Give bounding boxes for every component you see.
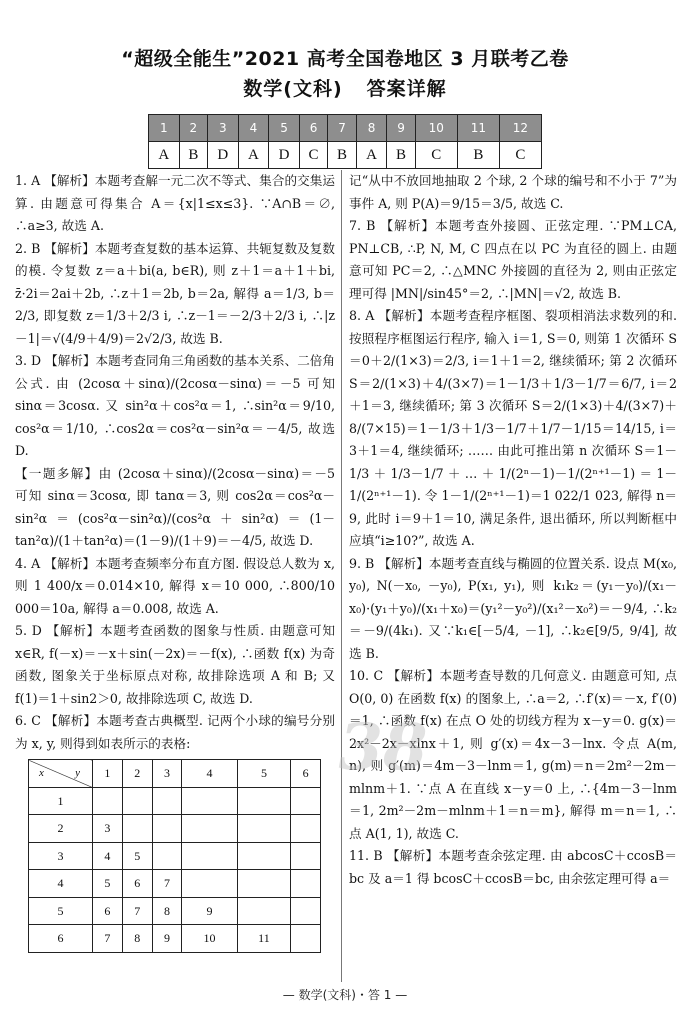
grid-cell: 7 [152, 870, 182, 898]
grid-cell [237, 815, 290, 843]
answer-number-cell: 6 [299, 115, 327, 142]
grid-cell: 8 [122, 925, 152, 953]
grid-cell: 4 [93, 842, 123, 870]
grid-row-header: 3 [29, 842, 93, 870]
grid-row-header: 1 [29, 787, 93, 815]
grid-cell [237, 787, 290, 815]
solution-8: 8. A 【解析】本题考查程序框图、裂项相消法求数列的和. 按照程序框图运行程序, 输入 i＝1, S＝0, 则第 1 次循环 S＝0＋2/(1×3)＝2/3, i＝1＋1＝2, 继续循环; 第 2 次循环 S＝2/(1×3)＋4/(3×7)＝1－1/3＋1/3－1/7＝6/7, i＝2＋1＝3, 继续循环; 第 3 次循环 S＝2/(1×3)＋4/(3×7)＋8/(7×15)＝1－1/3＋1/3－1/7＋1/7－1/15＝14/15, i＝3＋1＝4, 继续循环; …… 由此可推出第 n 次循环 S＝1－1/3＋1/3－1/7＋…＋1/(2ⁿ－1)－1/(2ⁿ⁺¹－1)＝1－1/(2ⁿ⁺¹－1). 令 1－1/(2ⁿ⁺¹－1)＝1 022/1 023, 解得 n＝9, 此时 i＝9＋1＝10, 满足条件, 退出循环, 所以判断框中应填“i≥10?”, 故选 A. [349, 308, 677, 548]
grid-col-header: 2 [122, 760, 152, 788]
grid-col-header: 5 [237, 760, 290, 788]
grid-row-header: 2 [29, 815, 93, 843]
grid-col-header: 4 [182, 760, 237, 788]
answer-number-cell: 8 [356, 115, 387, 142]
corner-x-label: x [39, 767, 44, 779]
grid-col-header: 1 [93, 760, 123, 788]
solution-4: 4. A 【解析】本题考查频率分布直方图. 假设总人数为 x, 则 1 400/x＝0.014×10, 解得 x＝10 000, ∴800/10 000＝10a, 解得 a＝0.008, 故选 A. [15, 555, 335, 616]
grid-cell: 7 [122, 897, 152, 925]
answer-letter-cell: C [499, 142, 541, 169]
solution-6-continued: 记“从中不放回地抽取 2 个球, 2 个球的编号和不小于 7”为事件 A, 则 P(A)＝9/15＝3/5, 故选 C. [349, 173, 677, 211]
grid-row-header: 5 [29, 897, 93, 925]
left-column [15, 170, 335, 953]
grid-row [29, 925, 321, 953]
answer-number-cell: 11 [457, 115, 499, 142]
solution-6: 6. C 【解析】本题考查古典概型. 记两个小球的编号分别为 x, y, 则得到如表所示的表格: [15, 713, 335, 751]
subject-label: 数学(文科) [243, 78, 343, 100]
grid-cell: 9 [182, 897, 237, 925]
answer-number-cell: 3 [208, 115, 239, 142]
grid-cell [122, 815, 152, 843]
answer-letter-cell: B [387, 142, 415, 169]
answer-letter-cell: B [457, 142, 499, 169]
answer-number-cell: 1 [149, 115, 180, 142]
page-footer: — 数学(文科)・答 1 — [282, 988, 408, 1002]
grid-cell [152, 815, 182, 843]
solution-7: 7. B 【解析】本题考查外接圆、正弦定理. ∵PM⊥CA, PN⊥CB, ∴P, N, M, C 四点在以 PC 为直径的圆上. 由题意可知 PC＝2, ∴△MNC 外接圆的直径为 2, 则由正弦定理可得 |MN|/sin45°＝2, ∴|MN|＝√2, 故选 B. [349, 218, 677, 301]
solution-5: 5. D 【解析】本题考查函数的图象与性质. 由题意可知 x∈R, f(－x)＝－x＋sin(－2x)＝－f(x), ∴函数 f(x) 为奇函数, 图象关于坐标原点对称, 故排除选项 A 和 B; 又 f(1)＝1＋sin2＞0, 故排除选项 C, 故选 D. [15, 623, 335, 706]
grid-cell: 10 [182, 925, 237, 953]
answer-letter-cell: B [328, 142, 356, 169]
column-divider [341, 170, 342, 982]
grid-row-header: 6 [29, 925, 93, 953]
right-column [349, 170, 677, 890]
answer-letter-cell: D [208, 142, 239, 169]
grid-cell: 3 [93, 815, 123, 843]
grid-cell [152, 787, 182, 815]
solution-9: 9. B 【解析】本题考查直线与椭圆的位置关系. 设点 M(x₀, y₀), N(－x₀, －y₀), P(x₁, y₁), 则 k₁k₂＝(y₁－y₀)/(x₁－x₀)·(y₁＋y₀)/(x₁＋x₀)＝(y₁²－y₀²)/(x₁²－x₀²)＝－9/4, ∴k₂＝－9/(4k₁). 又∵k₁∈[－5/4, －1], ∴k₂∈[9/5, 9/4], 故选 B. [349, 555, 678, 661]
sum-table [28, 759, 321, 953]
solution-10: 10. C 【解析】本题考查导数的几何意义. 由题意可知, 点 O(0, 0) 在函数 f(x) 的图象上, ∴a＝2, ∴f′(x)＝－x, f′(0)＝1, ∴函数 f(x) 在点 O 处的切线方程为 x－y＝0. g(x)＝2x²－2x－xlnx＋1, 则 g′(x)＝4x－3－lnx. 令点 A(m, n), 则 g′(m)＝4m－3－lnm＝1, g(m)＝n＝2m²－2m－mlnm＋1. ∵点 A 在直线 x－y＝0 上, ∴{4m－3－lnm＝1, 2m²－2m－mlnm＋1＝n＝m}, 解得 m＝n＝1, ∴点 A(1, 1), 故选 C. [349, 668, 677, 841]
page-subtitle [0, 74, 690, 101]
grid-cell [291, 787, 321, 815]
answer-number-cell: 12 [499, 115, 541, 142]
solution-1: 1. A 【解析】本题考查解一元二次不等式、集合的交集运算. 由题意可得集合 A＝{x|1≤x≤3}. ∵A∩B＝∅, ∴a≥3, 故选 A. [15, 173, 335, 233]
answer-key-table [148, 114, 542, 169]
answer-letter-cell: C [299, 142, 327, 169]
answer-number-cell: 4 [238, 115, 269, 142]
solution-3: 3. D 【解析】本题考查同角三角函数的基本关系、二倍角公式. 由 (2cosα＋sinα)/(2cosα－sinα)＝－5 可知 sinα＝3cosα. 又 sin²α＋cos²α＝1, ∴sin²α＝9/10, cos²α＝1/10, ∴cos2α＝cos²α－sin²α＝－4/5, 故选 D. [15, 353, 335, 458]
grid-cell [152, 842, 182, 870]
grid-cell [291, 897, 321, 925]
grid-row [29, 870, 321, 898]
grid-row [29, 787, 321, 815]
grid-cell: 6 [93, 897, 123, 925]
answer-letter-cell: C [415, 142, 457, 169]
grid-cell [291, 925, 321, 953]
grid-cell [182, 815, 237, 843]
grid-col-header: 6 [291, 760, 321, 788]
corner-y-label: y [75, 767, 80, 779]
grid-cell [182, 842, 237, 870]
grid-cell [291, 842, 321, 870]
answer-letter-cell: D [269, 142, 300, 169]
grid-row-header: 4 [29, 870, 93, 898]
answer-detail-label: 答案详解 [366, 78, 447, 100]
grid-cell: 11 [237, 925, 290, 953]
grid-cell [93, 787, 123, 815]
grid-cell: 6 [122, 870, 152, 898]
answer-number-cell: 2 [179, 115, 207, 142]
grid-row [29, 842, 321, 870]
grid-cell: 7 [93, 925, 123, 953]
grid-row [29, 897, 321, 925]
grid-cell: 5 [122, 842, 152, 870]
grid-cell [291, 870, 321, 898]
answer-letter-cell: B [179, 142, 207, 169]
grid-row [29, 815, 321, 843]
page-title: “超级全能生”2021 高考全国卷地区 3 月联考乙卷 [121, 48, 569, 70]
answer-number-cell: 5 [269, 115, 300, 142]
grid-cell [237, 897, 290, 925]
solution-3-alt: 【一题多解】由 (2cosα＋sinα)/(2cosα－sinα)＝－5 可知 sinα＝3cosα, 即 tanα＝3, 则 cos2α＝cos²α－sin²α＝(cos²α－sin²α)/(cos²α＋sin²α)＝(1－tan²α)/(1＋tan²α)＝(1－9)/(1＋9)＝－4/5, 故选 D. [15, 465, 335, 548]
answer-number-cell: 7 [328, 115, 356, 142]
table-corner [29, 760, 93, 788]
grid-cell [237, 842, 290, 870]
grid-cell [291, 815, 321, 843]
grid-col-header: 3 [152, 760, 182, 788]
solution-2: 2. B 【解析】本题考查复数的基本运算、共轭复数及复数的模. 令复数 z＝a＋bi(a, b∈R), 则 z＋1＝a＋1＋bi, z̄·2i＝2ai＋2b, ∴z＋1＝2b, b＝2a, 解得 a＝1/3, b＝2/3, 即复数 z＝1/3＋2/3 i, ∴z－1＝－2/3＋2/3 i, ∴|z－1|＝√(4/9＋4/9)＝2√2/3, 故选 B. [15, 240, 335, 346]
grid-cell: 5 [93, 870, 123, 898]
grid-cell [122, 787, 152, 815]
watermark-logo: 38 [338, 710, 428, 785]
answer-letter-cell: A [238, 142, 269, 169]
grid-cell [237, 870, 290, 898]
solution-11: 11. B 【解析】本题考查余弦定理. 由 abcosC＋ccosB＝bc 及 a＝1 得 bcosC＋ccosB＝bc, 由余弦定理可得 a＝ [349, 848, 677, 886]
answer-letter-cell: A [356, 142, 387, 169]
grid-cell [182, 787, 237, 815]
grid-cell: 9 [152, 925, 182, 953]
answer-number-cell: 9 [387, 115, 415, 142]
answer-number-cell: 10 [415, 115, 457, 142]
grid-cell: 8 [152, 897, 182, 925]
answer-letter-cell: A [149, 142, 180, 169]
grid-cell [182, 870, 237, 898]
